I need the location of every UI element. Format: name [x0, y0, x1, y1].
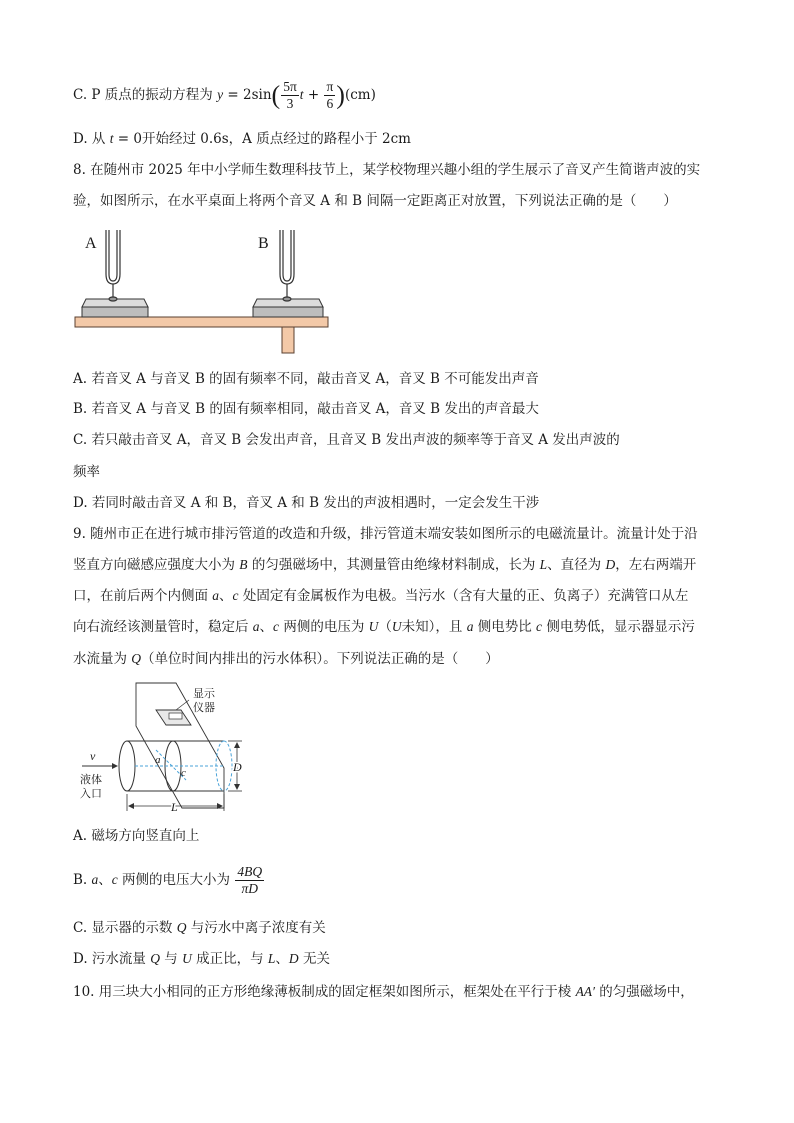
q9-option-c: C. 显示器的示数 Q 与污水中离子浓度有关: [73, 920, 326, 936]
q8-stem-line1: 8. 在随州市 2025 年中小学师生数理科技节上，某学校物理兴趣小组的学生展示了音叉产生简谐声波的实: [73, 162, 701, 178]
electrode-c-label: c: [181, 767, 186, 779]
q8-stem-line2: 验，如图所示，在水平桌面上将两个音叉 A 和 B 间隔一定距离正对放置，下列说法正确的是（ ）: [73, 193, 677, 209]
fork-b: [280, 230, 294, 301]
flowmeter-figure: [76, 680, 266, 820]
display-label-1: 显示: [193, 688, 215, 700]
q7-option-c: C. P 质点的振动方程为 y = 2sin( $\frac{5\pi}{3}$ t + $\frac{\pi}{6}$ )(cm): [73, 79, 376, 111]
fork-b-label: B: [258, 235, 269, 252]
table-leg: [282, 327, 294, 353]
diameter-label: D: [233, 760, 242, 774]
electrode-a-label: a: [155, 754, 161, 766]
q9-stem-line3: 口，在前后两个内侧面 a、c 处固定有金属板作为电极。当污水（含有大量的正、负离子）充满管口从左: [73, 588, 689, 604]
pipe-left-end: [119, 741, 135, 791]
q9-stem-line2: 竖直方向磁感应强度大小为 B 的匀强磁场中，其测量管由绝缘材料制成，长为 L、直径为 D，左右两端开: [73, 557, 697, 573]
inlet-label-2: 入口: [80, 788, 102, 800]
left-paren: (: [271, 80, 281, 110]
fraction-5pi-3: $\frac{5\pi}{3}$: [283, 79, 297, 111]
fork-a: [106, 230, 120, 301]
display-label-2: 仪器: [193, 702, 215, 714]
fork-b-base: [253, 307, 323, 317]
q9-stem-line5: 水流量为 Q（单位时间内排出的污水体积）。下列说法正确的是（ ）: [73, 651, 499, 667]
right-paren: ): [336, 80, 345, 110]
inlet-label-1: 液体: [80, 774, 102, 786]
fraction-4bq-pid: $\frac{4BQ}{\pi D}$: [237, 864, 263, 896]
q8-option-a: A. 若音叉 A 与音叉 B 的固有频率不同，敲击音叉 A，音叉 B 不可能发出声音: [73, 371, 539, 387]
fork-a-base: [82, 307, 148, 317]
fork-a-label: A: [85, 235, 97, 252]
tuning-fork-figure: [70, 228, 335, 356]
q9-stem-line1: 9. 随州市正在进行城市排污管道的改造和升级，排污管道末端安装如图所示的电磁流量计。流量计处于沿: [73, 526, 698, 542]
velocity-label: v: [90, 749, 96, 763]
q9-option-b: B. a、c 两侧的电压大小为 $\frac{4BQ}{\pi D}$: [73, 864, 263, 896]
q10-stem-line1: 10. 用三块大小相同的正方形绝缘薄板制成的固定框架如图所示，框架处在平行于棱 AA′ 的匀强磁场中，: [73, 984, 694, 1000]
q8-option-c-cont: 频率: [73, 464, 100, 480]
length-label: L: [171, 800, 178, 814]
q8-option-c: C. 若只敲击音叉 A，音叉 B 会发出声音，且音叉 B 发出声波的频率等于音叉 A 发出声波的: [73, 432, 620, 448]
q9-option-a: A. 磁场方向竖直向上: [73, 828, 200, 844]
q7-option-d: D. 从 t = 0开始经过 0.6s，A 质点经过的路程小于 2cm: [73, 131, 411, 147]
q9-stem-line4: 向右流经该测量管时，稳定后 a、c 两侧的电压为 U（U未知），且 a 侧电势比 c 侧电势低，显示器显示污: [73, 619, 695, 635]
table-top: [75, 317, 328, 327]
q8-option-d: D. 若同时敲击音叉 A 和 B，音叉 A 和 B 发出的声波相遇时，一定会发生干涉: [73, 495, 540, 511]
fraction-pi-6: $\frac{\pi}{6}$: [326, 79, 334, 111]
q8-option-b: B. 若音叉 A 与音叉 B 的固有频率相同，敲击音叉 A，音叉 B 发出的声音最大: [73, 401, 539, 417]
q9-option-d: D. 污水流量 Q 与 U 成正比，与 L、D 无关: [73, 951, 330, 967]
